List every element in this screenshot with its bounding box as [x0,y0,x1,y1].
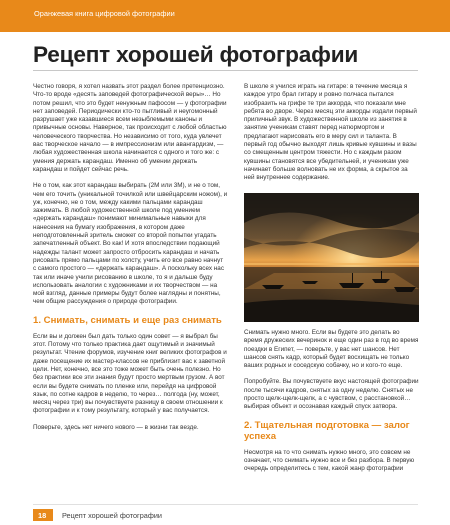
footer-section-title: Рецепт хорошей фотографии [62,511,162,520]
book-title: Оранжевая книга цифровой фотографии [34,9,175,18]
page-number: 18 [38,511,47,520]
right-paragraph-4: Несмотря на то что снимать нужно много, это совсем не означает, что снимать нужно все и без разбора. В первую очередь определитесь с тем, какой жанр фотографии [244,448,415,473]
left-paragraph-4: Поверьте, здесь нет ничего нового — в жизни так везде. [33,423,199,431]
footer-rule [33,504,418,505]
right-paragraph-3: Попробуйте. Вы почувствуете вкус настоящей фотографии после тысячи кадров, снятых за одну неделю. Снятых не просто щелк-щелк-щелк, а с чувством, с расстановкой… выбирая объект и осознавая каждый спуск затвора. [244,378,419,411]
section-heading-2: 2. Тщательная подготовка — залог успеха [244,419,410,442]
header-bar [0,0,450,32]
sunset-photo [244,193,419,322]
page-title: Рецепт хорошей фотографии [33,42,359,67]
right-column-top [244,83,419,191]
title-rule [33,70,418,71]
right-paragraph-2: Снимать нужно много. Если вы будете это делать во время дружеских вечеринок и еще один раз в год во время поездки в Египет, — поверьте, у вас нет шансов. Нет шансов снять кадр, который будет восхищать не только ваших родных и соседскую собачку, но и кого-то еще. [244,329,419,370]
left-paragraph-3: Если вы и должен был дать только один совет — я выбрал бы этот. Потому что только практика дает ощутимый и значимый результат. Чтение форумов, изучение книг великих фотографов и даже посещение их мастер-классов не приблизит вас к заветной цели. Нет, конечно, все это тоже может быть очень полезно. Но без практики все эти знания будут просто мертвым грузом. А вот если вы будете снимать по пленке или, перейдя на цифровой язык, по сотне кадров в неделю, то через… полгода (ну, может, месяц через три) вы почувствуете разницу в своем отношении к фотографии и к тому результату, который у вас получается. [33,332,227,415]
left-column [33,83,228,440]
right-column-bottom [244,329,419,482]
left-paragraph-1: Честно говоря, я хотел назвать этот раздел более претенциозно. Что-то вроде «десять заповедей фотографической веры»… Но потом решил, что это будет ненужным пафосом — у фотографии нет заповедей. Периодически кто-то пытливый и неугомонный разрушает уже казавшиеся всем незыблемыми каноны и привычные основы. Наверное, так происходит с любой областью человеческого творчества. Но независимо от того, куда увлечет вас творческое начало — в импрессионизм или авангардизм, — любая художественная школа начинается с одного и того же: с умения держать карандаш. Именно об умении держать карандаш и пойдет сейчас речь. [33,83,227,173]
section-heading-1: 1. Снимать, снимать и еще раз снимать [33,314,222,326]
left-paragraph-2: Не о том, как этот карандаш выбирать (2М или 3М), и не о том, чем его точить (уникальной точилкой или швейцарским ножом), и уж, конечно, не о том, между какими пальцами карандаш зажимать. В любой художественной школе под умением «держать карандаш» понимают минимальные навыки для нанесения на бумагу изображения, в котором даже неподготовленный зритель сможет со второй попытки угадать запечатленный объект. Во как! И хотя впоследствии подающий надежды талант может запросто отбросить карандаш и начать рисовать прямо пальцами по холсту, учить его все равно начнут с самого простого — «держать карандаш». А поскольку всех нас так или иначе учили рисованию в школе, то я и дальше буду использовать аналогии с художниками и их творчеством — на мой взгляд, данные примеры будут более наглядны и понятны, чем общие рассуждения о природе фотографии. [33,182,228,306]
right-paragraph-1: В школе я учился играть на гитаре: в течение месяца я каждое утро брал гитару и ровно полчаса пытался изобразить на грифе те три аккорда, что показали мне ребята во дворе. Через месяц эти аккорды издали первый приличный звук. В художественной школе из занятия в занятие ученикам ставят перед натюрмортом и предлагают нарисовать его в меру сил и таланта. В первый год обычно выходят лишь кривые кувшины и вазы со смещенным центром тяжести. Но с каждым разом кувшины становятся все убедительней, и ученикам уже начинает больше волновать не их форма, а скрытое за ней внутреннее содержание. [244,83,417,182]
